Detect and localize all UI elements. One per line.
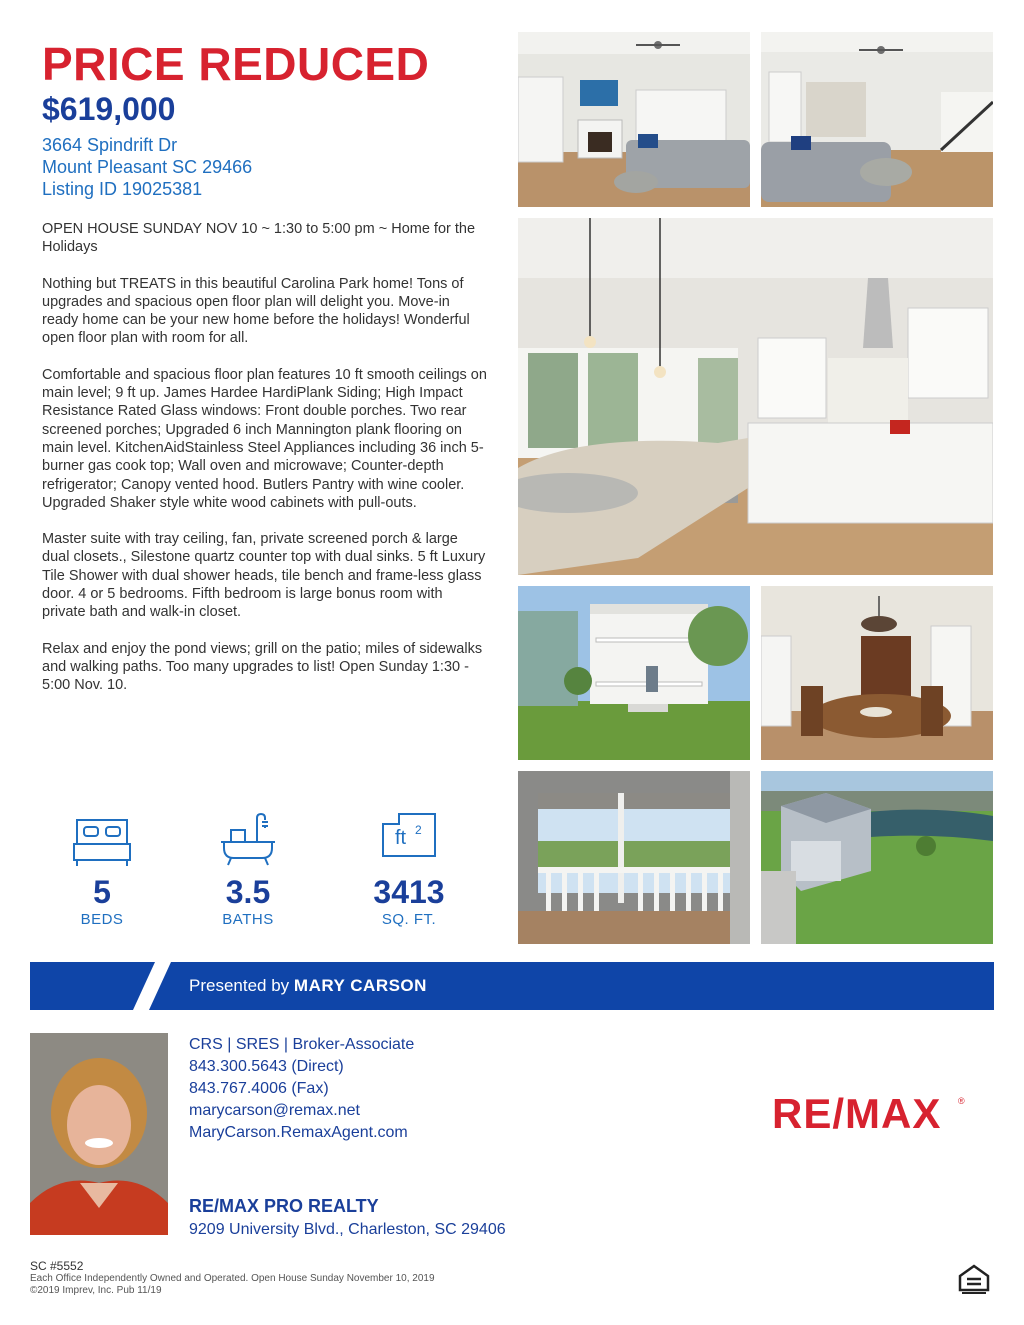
description-paragraph: Comfortable and spacious floor plan features 10 ft smooth ceilings on main level; 9 ft up. James Hardee HardiPlank Siding; High Impact Resistance Rated Glass windows: Front double porches. Two rear screened porches; Upgraded 6 inch Mannington plank flooring on main level. KitchenAidStainless Steel Appliances including 36 inch 5-burner gas cook top; Wall oven and microwave; Counter-depth refrigerator; Canopy vented hood. Butlers Pantry with wine cooler. Upgraded Shaker style white wood cabinets with pull-outs. xyxy=(42,366,487,511)
property-description xyxy=(42,220,487,713)
square-feet-icon-text: ft xyxy=(395,827,407,849)
square-feet-icon xyxy=(339,808,479,868)
listing-id: Listing ID 19025381 xyxy=(42,179,203,199)
fax-number: 843.767.4006 (Fax) xyxy=(189,1080,329,1097)
office-name: RE/MAX PRO REALTY xyxy=(189,1196,379,1216)
website-link[interactable]: MaryCarson.RemaxAgent.com xyxy=(189,1124,408,1141)
presented-by-prefix: Presented by xyxy=(189,976,290,995)
street-address: 3664 Spindrift Dr xyxy=(42,135,178,155)
photo-screened-porch xyxy=(518,771,750,944)
city-state-zip: Mount Pleasant SC 29466 xyxy=(42,157,253,177)
photo-living-room xyxy=(518,32,750,207)
sqft-label: SQ. FT. xyxy=(381,911,437,928)
agent-name: MARY CARSON xyxy=(293,976,427,995)
bathtub-icon xyxy=(178,808,318,868)
beds-label: BEDS xyxy=(80,911,124,928)
presented-by-text xyxy=(189,975,427,997)
photo-exterior-front xyxy=(518,586,750,760)
photo-dining-room xyxy=(761,586,993,760)
listing-price: $619,000 xyxy=(42,91,176,127)
presented-by-banner xyxy=(30,962,994,1010)
beds-value: 5 xyxy=(93,874,111,910)
agent-photo xyxy=(30,1033,168,1235)
office-address: 9209 University Blvd., Charleston, SC 29406 xyxy=(189,1221,506,1238)
footer xyxy=(30,1259,435,1297)
svg-text:RE/MAX: RE/MAX xyxy=(772,1090,942,1134)
stat-baths xyxy=(178,808,318,930)
description-paragraph: Nothing but TREATS in this beautiful Carolina Park home! Tons of upgrades and spacious open floor plan will delight you. Move-in ready home can be your new home before the holidays! Wonderful open floor plan with room for all. xyxy=(42,275,470,347)
stat-sqft xyxy=(339,808,479,930)
baths-label: BATHS xyxy=(222,911,274,928)
description-paragraph: OPEN HOUSE SUNDAY NOV 10 ~ 1:30 to 5:00 pm ~ Home for the Holidays xyxy=(42,221,476,256)
svg-text:2: 2 xyxy=(415,823,422,837)
email-link[interactable]: marycarson@remax.net xyxy=(189,1102,360,1119)
bed-icon xyxy=(32,808,172,868)
agent-credentials: CRS | SRES | Broker-Associate xyxy=(189,1036,415,1053)
svg-text:®: ® xyxy=(958,1096,965,1106)
photo-family-room xyxy=(761,32,993,207)
description-paragraph: Relax and enjoy the pond views; grill on the patio; miles of sidewalks and walking paths. Too many upgrades to list! Open Sunday 1:30 - 5:00 Nov. 10. xyxy=(42,640,483,694)
sqft-value: 3413 xyxy=(373,874,445,910)
agent-contact xyxy=(189,1034,414,1144)
description-paragraph: Master suite with tray ceiling, fan, private screened porch & large dual closets., Silestone quartz counter top with dual sinks. 5 ft Luxury Tile Shower with dual shower heads, tile bench and frame-less glass door. 4 or 5 bedrooms. Fifth bedroom is large bonus room with private bath and walk-in closet. xyxy=(42,531,486,621)
footer-copyright: ©2019 Imprev, Inc. Pub 11/19 xyxy=(30,1285,162,1296)
photo-kitchen xyxy=(518,218,993,575)
equal-housing-icon xyxy=(956,1262,992,1298)
headline: PRICE REDUCED xyxy=(42,38,430,90)
direct-phone[interactable]: 843.300.5643 (Direct) xyxy=(189,1058,344,1075)
remax-logo xyxy=(772,1090,972,1134)
footer-disclaimer: Each Office Independently Owned and Operated. Open House Sunday November 10, 2019 xyxy=(30,1273,435,1284)
photo-aerial-backyard xyxy=(761,771,993,944)
baths-value: 3.5 xyxy=(225,874,271,910)
address-block xyxy=(42,134,252,200)
license-number: SC #5552 xyxy=(30,1259,84,1273)
stat-beds xyxy=(32,808,172,930)
